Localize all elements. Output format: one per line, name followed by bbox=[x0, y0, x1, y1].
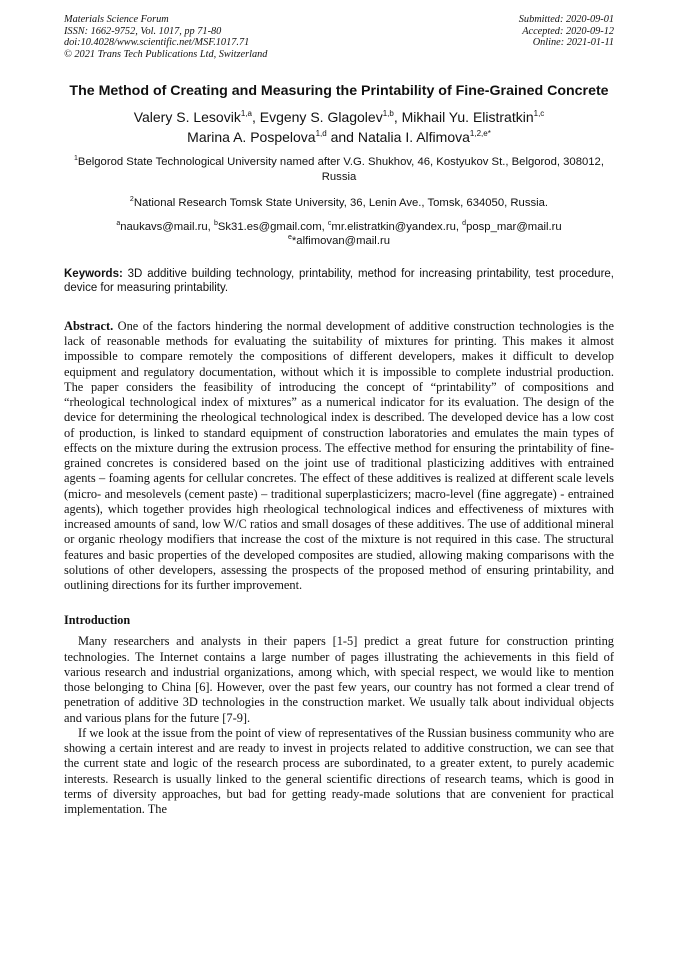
paragraph: If we look at the issue from the point of view of representatives of the Russian business community who are showing a certain interest and are ready to invest in projects related to additive construction, we can see that the current state and logic of the research process are subordinated, to a greater extent, to purely academic interests. Research is usually linked to the general scientific directions of research teams, which is good in terms of diversity approaches, but bad for getting ready-made solutions that are convenient for practical implementation. The bbox=[64, 725, 614, 817]
author: Mikhail Yu. Elistratkin$^{1,c}$ bbox=[401, 109, 545, 125]
author: Marina A. Pospelova$^{1,d}$ bbox=[187, 129, 327, 145]
publication-dates bbox=[519, 14, 614, 49]
author-list: Valery S. Lesovik$^{1,a}$, Evgeny S. Glagolev$^{1,b}$, Mikhail Yu. Elistratkin$^{1,c}$ Marina A. Pospelova$^{1,d}$ and Natalia I. Alfimova$^{1,2,e*}$ bbox=[133, 109, 545, 145]
author: Valery S. Lesovik$^{1,a}$ bbox=[133, 109, 252, 125]
journal-issn: ISSN: 1662-9752, Vol. 1017, pp 71-80 bbox=[64, 25, 222, 37]
author: Natalia I. Alfimova$^{1,2,e*}$ bbox=[357, 129, 491, 145]
abstract-label: Abstract. bbox=[64, 318, 114, 333]
paper-title: The Method of Creating and Measuring the Printability of Fine-Grained Concrete bbox=[69, 83, 609, 99]
keywords bbox=[64, 267, 614, 296]
journal-info bbox=[64, 14, 267, 60]
affiliation-2: $^2$National Research Tomsk State University, 36, Lenin Ave., Tomsk, 634050, Russia. bbox=[129, 195, 549, 209]
keywords-text: 3D additive building technology, printability, method for increasing printability, test procedure, device for measuring printability. bbox=[64, 267, 614, 295]
online-date: Online: 2021-01-11 bbox=[532, 37, 614, 49]
section-heading: Introduction bbox=[64, 613, 131, 628]
email: $^c$mr.elistratkin@yandex.ru bbox=[327, 219, 456, 233]
author: Evgeny S. Glagolev$^{1,b}$ bbox=[259, 109, 394, 125]
author-emails: $^a$naukavs@mail.ru, $^b$Sk31.es@gmail.com, $^c$mr.elistratkin@yandex.ru, $^d$posp_mar@mail.ru $^e$*alfimovan@mail.ru bbox=[116, 219, 562, 248]
accepted-date: Accepted: 2020-09-12 bbox=[522, 25, 614, 37]
submitted-date: Submitted: 2020-09-01 bbox=[518, 14, 614, 25]
email: $^d$posp_mar@mail.ru bbox=[462, 219, 562, 233]
abstract bbox=[64, 319, 614, 594]
email: $^e$*alfimovan@mail.ru bbox=[287, 234, 390, 248]
affiliation-1: $^1$Belgorod State Technological University named after V.G. Shukhov, 46, Kostyukov St., Belgorod, 308012, Russia bbox=[74, 155, 604, 184]
journal-name: Materials Science Forum bbox=[64, 14, 169, 25]
email: $^b$Sk31.es@gmail.com bbox=[213, 219, 322, 233]
journal-doi: doi:10.4028/www.scientific.net/MSF.1017.71 bbox=[64, 37, 250, 49]
paragraph: Many researchers and analysts in their papers [1-5] predict a great future for construction printing technologies. The Internet contains a large number of pages illustrating the achievements in this field of various research and industrial organizations, among which, with special respect, we would like to mention those belonging to China [6]. However, over the past few years, our country has not formed a clear trend of penetration of additive 3D technologies in the construction market. We usually talk about individual objects and various plans for the future [7-9]. bbox=[64, 634, 614, 725]
journal-header bbox=[64, 14, 614, 66]
email: $^a$naukavs@mail.ru bbox=[116, 219, 208, 233]
paper-page bbox=[64, 14, 614, 817]
journal-copyright: © 2021 Trans Tech Publications Ltd, Switzerland bbox=[64, 48, 268, 60]
keywords-label: Keywords: bbox=[64, 267, 123, 280]
abstract-text: One of the factors hindering the normal development of additive construction technologies is the lack of reasonable methods for evaluating the suitability of mixtures for printing. This makes it almost impossible to compare remotely the compositions of different developers, makes it difficult to develop equipment and regulatory documentation, without which it is impossible to complete industrial production. The paper considers the feasibility of introducing the concept of “printability” of compositions and “rheological technological index of mixtures” as a numerical indicator for its evaluation. The design of the device for determining the rheological technological index is described. The developed device has a low cost of production, is linked to standard equipment of construction laboratories and emulates the main types of effects on the mixture during the extrusion process. The effective method for ensuring the printability of fine-grained concretes is considered based on the joint use of traditional plasticizing additives with entrained agents – foaming agents for cellular concretes. The effect of these additives is realized at different scale levels (micro- and mesolevels (cement paste) – traditional superplasticizers; macro-level (fine aggregate) - entrained agents), which together provides high rheological technological indices and effectiveness of mixtures with increased amounts of sand, low W/C ratios and small dosages of these additives. The use of additional mineral or organic rheology modifiers that increase the cost of the mixture is not required in this case. The structural features and basic properties of the developed composites are studied, allowing making comparisons with the solutions of other developers, assessing the prospects of the proposed method of ensuring printability, and outlining directions for its further improvement. bbox=[64, 318, 614, 593]
